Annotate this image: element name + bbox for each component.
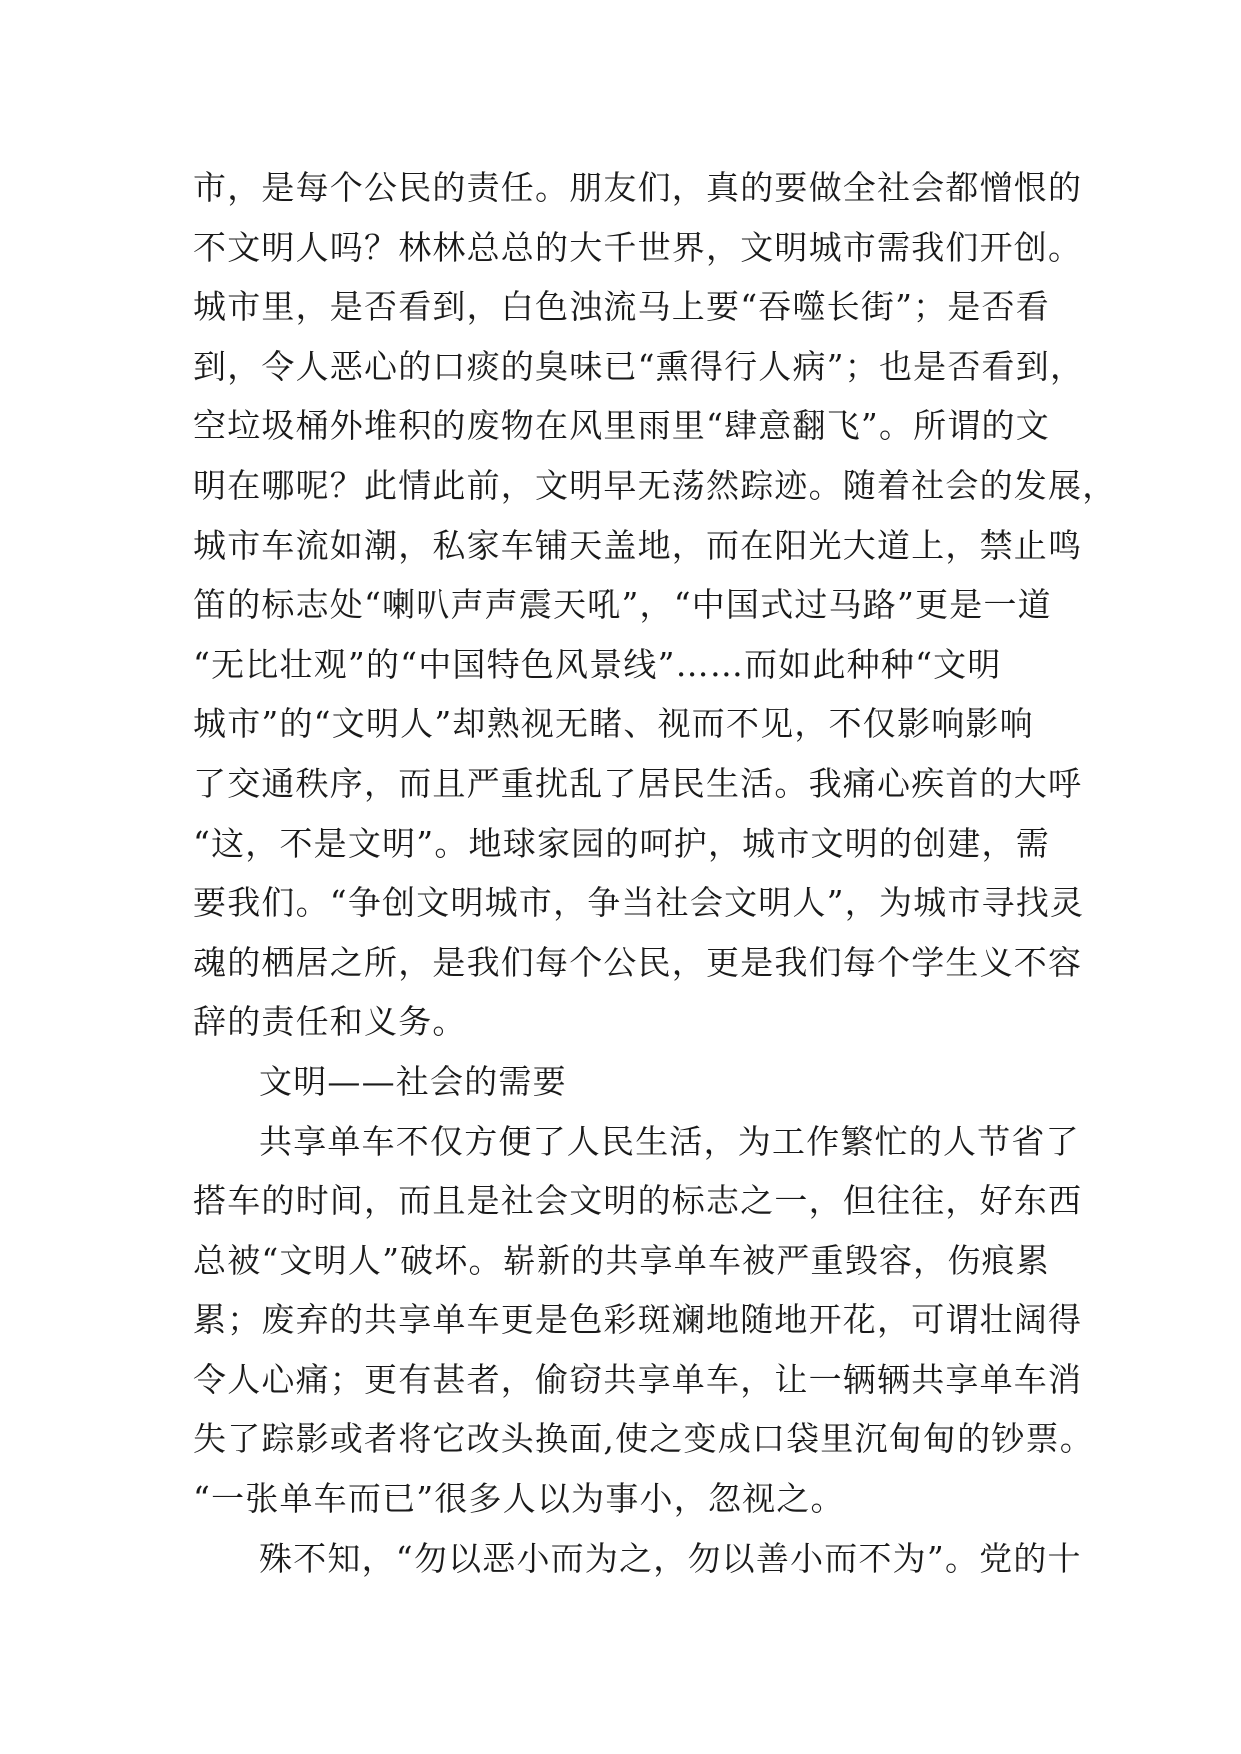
text-line: 魂的栖居之所，是我们每个公民，更是我们每个学生义不容 xyxy=(193,942,1083,982)
section-heading: 文明——社会的需要 xyxy=(259,1061,567,1101)
text-line: 市，是每个公民的责任。朋友们，真的要做全社会都憎恨的 xyxy=(193,168,1083,207)
text-line: “一张单车而已”很多人以为事小，忽视之。 xyxy=(193,1479,845,1519)
text-line: 搭车的时间，而且是社会文明的标志之一，但往往，好东西 xyxy=(193,1181,1083,1221)
text-line: 城市里，是否看到，白色浊流马上要“吞噬长街”；是否看 xyxy=(193,287,1050,327)
text-line: 城市车流如潮，私家车铺天盖地，而在阳光大道上，禁止鸣 xyxy=(193,525,1083,565)
text-line: 要我们。“争创文明城市，争当社会文明人”，为城市寻找灵 xyxy=(193,883,1085,923)
text-line: 明在哪呢？此情此前，文明早无荡然踪迹。随着社会的发展， xyxy=(193,465,1117,505)
text-line: 空垃圾桶外堆积的废物在风里雨里“肆意翻飞”。所谓的文 xyxy=(193,406,1050,446)
text-line: 城市”的“文明人”却熟视无睹、视而不见，不仅影响影响 xyxy=(193,704,1034,744)
text-line: 笛的标志处“喇叭声声震天吼”，“中国式过马路”更是一道 xyxy=(193,585,1052,625)
text-line: 不文明人吗？林林总总的大千世界，文明城市需我们开创。 xyxy=(193,227,1083,267)
text-line: 总被“文明人”破坏。崭新的共享单车被严重毁容，伤痕累 xyxy=(193,1240,1050,1280)
text-line: 到，令人恶心的口痰的臭味已“熏得行人病”；也是否看到， xyxy=(193,346,1085,386)
text-line: 累；废弃的共享单车更是色彩斑斓地随地开花，可谓壮阔得 xyxy=(193,1300,1083,1340)
text-line: 辞的责任和义务。 xyxy=(193,1002,467,1042)
text-line: 殊不知，“勿以恶小而为之，勿以善小而不为”。党的十 xyxy=(259,1538,1082,1578)
text-line: 了交通秩序，而且严重扰乱了居民生活。我痛心疾首的大呼 xyxy=(193,763,1083,803)
text-line: 令人心痛；更有甚者，偷窃共享单车，让一辆辆共享单车消 xyxy=(193,1359,1083,1399)
text-line: “无比壮观”的“中国特色风景线”……而如此种种“文明 xyxy=(193,644,1002,684)
text-line: 失了踪影或者将它改头换面,使之变成口袋里沉甸甸的钞票。 xyxy=(193,1419,1094,1459)
text-line: 共享单车不仅方便了人民生活，为工作繁忙的人节省了 xyxy=(259,1121,1080,1161)
body-text xyxy=(193,158,1117,1588)
text-line: “这，不是文明”。地球家园的呵护，城市文明的创建，需 xyxy=(193,823,1050,863)
